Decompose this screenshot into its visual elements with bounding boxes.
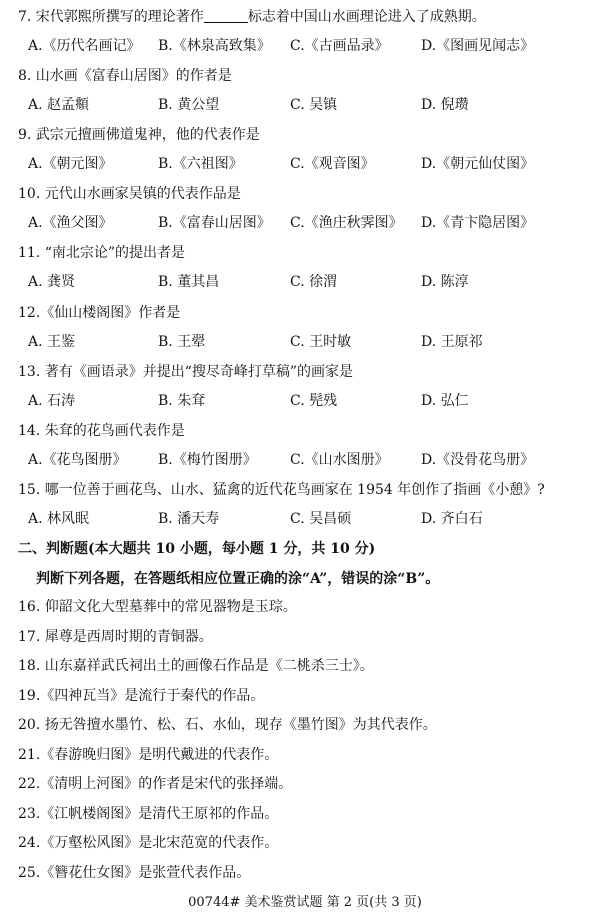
option-a: A. 龚贤: [28, 274, 76, 290]
option-c: C. 吴镇: [290, 97, 338, 113]
option-d: D.《没骨花鸟册》: [421, 452, 535, 468]
option-d: D. 弘仁: [421, 393, 469, 409]
option-b: B. 朱耷: [158, 393, 206, 409]
option-a: A. 赵孟頫: [28, 97, 90, 113]
option-b: B. 黄公望: [158, 97, 220, 113]
question-17: 17. 犀尊是西周时期的青铜器。: [18, 629, 213, 645]
question-14-stem: 14. 朱耷的花鸟画代表作是: [18, 423, 185, 439]
option-d: D. 倪瓒: [421, 97, 469, 113]
question-21: 21.《春游晚归图》是明代戴进的代表作。: [18, 747, 279, 763]
option-a: A. 林风眠: [28, 511, 90, 527]
question-14-options: [28, 451, 588, 469]
option-d: D.《朝元仙仗图》: [421, 156, 535, 172]
question-16: 16. 仰韶文化大型墓葬中的常见器物是玉琮。: [18, 599, 297, 615]
option-c: C. 吴昌硕: [290, 511, 352, 527]
question-7-stem-after: 标志着中国山水画理论进入了成熟期。: [247, 9, 486, 25]
question-11-options: [28, 273, 588, 291]
option-c: C. 髡残: [290, 393, 338, 409]
section-2-title: 二、判断题(本大题共 10 小题，每小题 1 分，共 10 分): [18, 541, 376, 557]
option-a: A. 石涛: [28, 393, 76, 409]
option-d: D. 陈淳: [421, 274, 469, 290]
option-b: B.《六祖图》: [158, 156, 243, 172]
option-b: B. 董其昌: [158, 274, 220, 290]
option-c: C. 王时敏: [290, 334, 352, 350]
option-c: C. 徐渭: [290, 274, 338, 290]
option-a: A.《花鸟图册》: [28, 452, 127, 468]
question-23: 23.《江帆楼阁图》是清代王原祁的作品。: [18, 806, 279, 822]
option-d: D. 王原祁: [421, 334, 483, 350]
question-9-stem: 9. 武宗元擅画佛道鬼神，他的代表作是: [18, 127, 260, 143]
question-10-stem: 10. 元代山水画家吴镇的代表作品是: [18, 186, 241, 202]
option-b: B. 王翚: [158, 334, 206, 350]
question-22: 22.《清明上河图》的作者是宋代的张择端。: [18, 776, 293, 792]
option-b: B.《林泉高致集》: [158, 38, 271, 54]
option-b: B.《富春山居图》: [158, 215, 271, 231]
question-7-stem: [18, 8, 486, 26]
question-8-options: [28, 96, 588, 114]
option-c: C.《观音图》: [290, 156, 375, 172]
question-24: 24.《万壑松风图》是北宋范宽的代表作。: [18, 835, 279, 851]
question-8-stem: 8. 山水画《富春山居图》的作者是: [18, 68, 232, 84]
question-15-options: [28, 510, 588, 528]
question-25: 25.《簪花仕女图》是张萱代表作品。: [18, 865, 251, 881]
option-c: C.《古画品录》: [290, 38, 389, 54]
option-a: A.《朝元图》: [28, 156, 113, 172]
question-13-stem: 13. 著有《画语录》并提出“搜尽奇峰打草稿”的画家是: [18, 364, 354, 380]
question-13-options: [28, 392, 588, 410]
question-7-stem-before: 7. 宋代郭熙所撰写的理论著作: [18, 9, 204, 25]
question-15-stem: 15. 哪一位善于画花鸟、山水、猛禽的近代花鸟画家在 1954 年创作了指画《小憩》?: [18, 482, 545, 498]
option-b: B.《梅竹图册》: [158, 452, 257, 468]
question-11-stem: 11. “南北宗论”的提出者是: [18, 245, 186, 261]
page-footer: 00744# 美术鉴赏试题 第 2 页(共 3 页): [188, 895, 422, 910]
section-2-instruction: 判断下列各题，在答题纸相应位置正确的涂“A”，错误的涂“B”。: [36, 571, 440, 587]
question-12-stem: 12.《仙山楼阁图》作者是: [18, 305, 181, 321]
question-12-options: [28, 333, 588, 351]
question-10-options: [28, 214, 588, 232]
option-d: D. 齐白石: [421, 511, 483, 527]
question-18: 18. 山东嘉祥武氏祠出土的画像石作品是《二桃杀三士》。: [18, 658, 374, 674]
option-c: C.《山水图册》: [290, 452, 389, 468]
option-d: D.《图画见闻志》: [421, 38, 535, 54]
question-9-options: [28, 155, 588, 173]
option-d: D.《青卞隐居图》: [421, 215, 535, 231]
option-b: B. 潘天寿: [158, 511, 220, 527]
question-19: 19.《四神瓦当》是流行于秦代的作品。: [18, 688, 265, 704]
option-a: A.《历代名画记》: [28, 38, 141, 54]
option-a: A. 王鉴: [28, 334, 76, 350]
option-a: A.《渔父图》: [28, 215, 113, 231]
question-7-options: [28, 37, 588, 55]
answer-blank: [204, 8, 248, 23]
question-20: 20. 扬无咎擅水墨竹、松、石、水仙，现存《墨竹图》为其代表作。: [18, 717, 437, 733]
option-c: C.《渔庄秋霁图》: [290, 215, 403, 231]
